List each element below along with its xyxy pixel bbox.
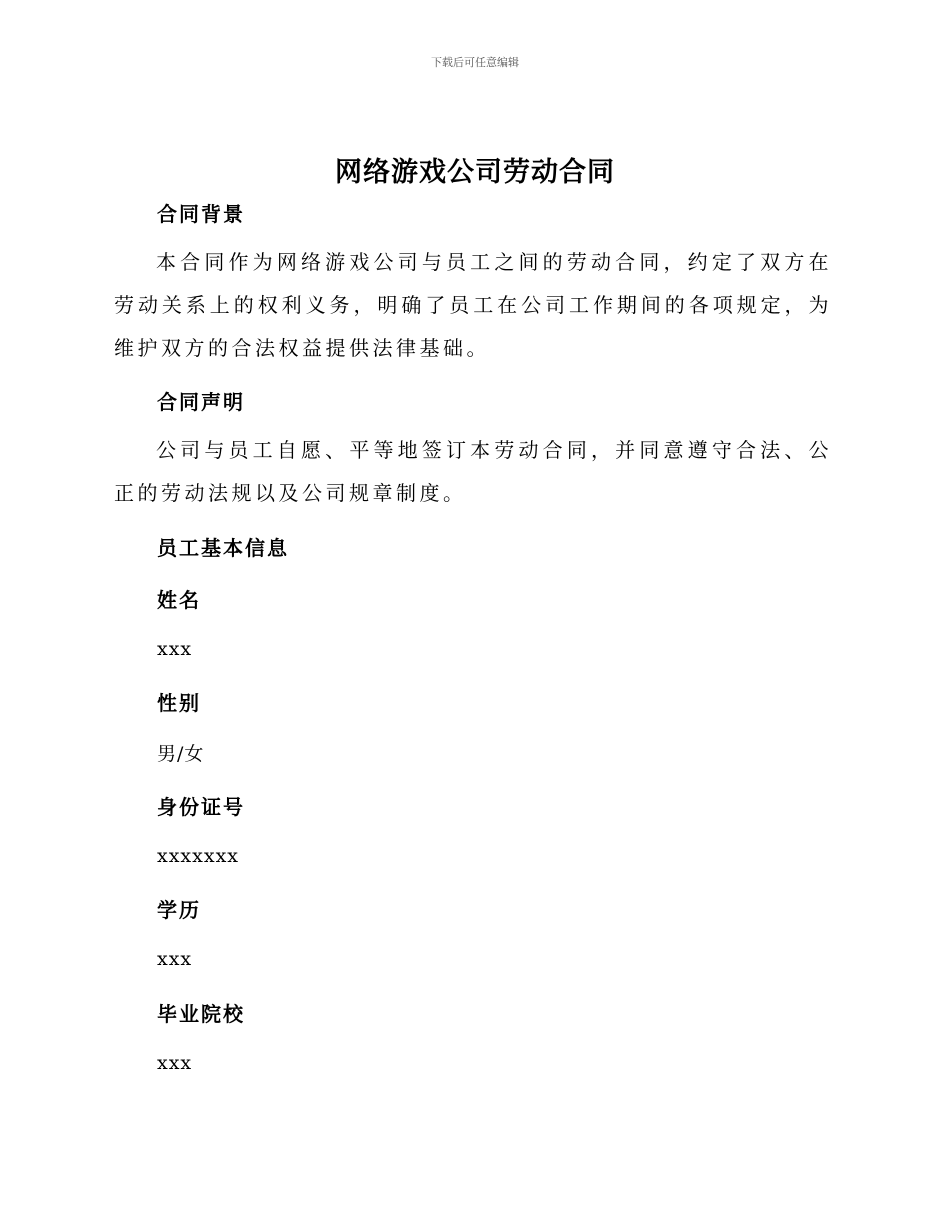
field-label-name: 姓名	[157, 588, 201, 612]
field-label-gender: 性别	[157, 691, 201, 715]
field-value-id-number: xxxxxxx	[157, 845, 240, 867]
field-label-education: 学历	[157, 898, 201, 922]
paragraph-statement: 公司与员工自愿、平等地签订本劳动合同，并同意遵守合法、公正的劳动法规以及公司规章制度。	[114, 438, 832, 505]
document-title: 网络游戏公司劳动合同	[335, 157, 615, 188]
field-value-gender: 男/女	[157, 743, 205, 765]
field-label-school: 毕业院校	[157, 1002, 245, 1026]
paragraph-background: 本合同作为网络游戏公司与员工之间的劳动合同，约定了双方在劳动关系上的权利义务，明确了员工在公司工作期间的各项规定，为维护双方的合法权益提供法律基础。	[114, 250, 832, 360]
page-header: 下载后可任意编辑	[431, 56, 519, 69]
section-heading-employee-info: 员工基本信息	[157, 536, 289, 560]
field-value-education: xxx	[157, 948, 193, 970]
field-label-id-number: 身份证号	[157, 795, 245, 819]
section-heading-background: 合同背景	[157, 202, 245, 226]
section-heading-statement: 合同声明	[157, 390, 245, 414]
field-value-school: xxx	[157, 1052, 193, 1074]
field-value-name: xxx	[157, 638, 193, 660]
